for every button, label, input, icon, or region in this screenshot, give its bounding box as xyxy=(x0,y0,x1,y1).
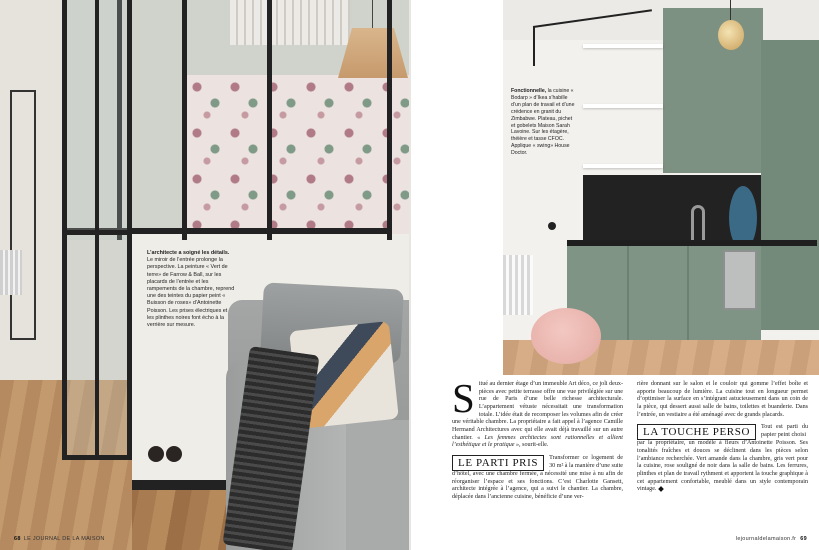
magazine-name: LE JOURNAL DE LA MAISON xyxy=(23,536,105,542)
kitchen-wall xyxy=(503,0,819,40)
open-shelf xyxy=(583,44,663,48)
kitchen-tap xyxy=(691,205,705,243)
left-page xyxy=(0,0,409,550)
built-in-oven xyxy=(723,250,757,310)
wall-switch-icon xyxy=(548,222,556,230)
upper-cabinet xyxy=(663,8,763,173)
right-page xyxy=(411,0,819,550)
caption-body: la cuisine « Bodarp » d’Ikea s’habille d’un plan de travail et d’une crédence en granit du Zimbabwe. Plateau, pichet et gobelets Maison Sarah Lavoine. Sur les étagère, théière et tasse CFOC. Applique « swing» House Doctor. xyxy=(511,88,575,157)
continued-paragraph: rière donnant sur le salon et le couloir qui gomme l’effet boîte et apporte beaucoup de lumière. La cuisine tout en longueur permet d’optimiser la surface en s’intégrant astucieusement dans un coin de la pièce, qui dessert aussi salle de bains, toilettes et buanderie. Dans l’entrée, un vestiaire a été aménagé avec de grands placards. xyxy=(637,381,808,418)
end-mark-icon xyxy=(659,486,665,492)
article-column-2 xyxy=(637,381,808,494)
pink-stool xyxy=(531,308,601,364)
photo-caption-left xyxy=(147,250,235,329)
door-rail xyxy=(67,455,127,460)
section-title: LE PARTI PRIS xyxy=(452,455,544,471)
caption-lead: Fonctionnelle, xyxy=(511,88,547,94)
intro-paragraph: Situé au dernier étage d’un immeuble Art déco, ce joli deux-pièces avec petite terrasse offre une vue privilégiée sur une rue de Paris d’une belle richesse architecturale. L’appartement vétuste nécessitait une transformation totale. L’idée était de recomposer les volumes afin de créer une véritable chambre. La propriétaire a fait appel à l’agence Camille Hermand Architectures avec qui elle avait déjà travaillé sur un autre chantier. « Les femmes architectes sont rationnelles et allient l’esthétique et le pratique », sourit-elle. xyxy=(452,375,623,449)
glass-door xyxy=(62,0,132,460)
filament-bulb xyxy=(718,20,744,50)
radiator xyxy=(0,250,22,295)
architect-quote: Les femmes architectes sont rationnelles et allient l’esthétique et le pratique xyxy=(452,434,623,449)
section-lead: Transformer ce logement de 30 m² à la manière d’une suite xyxy=(549,454,624,469)
article-body xyxy=(452,375,808,531)
open-shelf xyxy=(583,164,663,168)
section-lead: Tout est parti du papier peint choisi xyxy=(761,424,808,438)
frame-mullion xyxy=(267,0,272,240)
drop-cap: S xyxy=(452,375,475,421)
photo-caption-right xyxy=(511,88,577,157)
frame-mullion xyxy=(182,0,187,240)
article-column-1 xyxy=(452,375,624,502)
mirror-door xyxy=(10,90,36,340)
folio-left xyxy=(14,536,105,542)
folio-right xyxy=(736,536,807,542)
section-paragraph: par la propriétaire, un modèle à fleurs d’Antoinette Poisson. Ses tonalités fraîches et douces se déclinent dans les pièces selon l’ambiance recherchée. Vert amande dans la chambre, gris vert pour la cuisine, rose souligné de noir dans la salle de bains. Les ferrures, plinthes et plan de travail rythment et apportent la touche graphique à cet appartement confortable, meublé dans un style contemporain vintage. xyxy=(637,440,808,493)
section-parti-pris xyxy=(452,455,623,471)
door-rail xyxy=(67,230,127,235)
bulb-cord xyxy=(730,0,731,22)
page-number: 69 xyxy=(800,536,807,542)
entry-hall xyxy=(0,0,62,380)
page-number: 68 xyxy=(14,536,21,542)
section-paragraph: d’hôtel, avec une chambre fermée, a nécessité une mise à nu afin de réorganiser l’espace et ses fonctions. C’est Charlotte Gansett, architecte intégrée à l’agence, qui a suivi le chantier. La chambre, déplacée dans l’ancienne cuisine, bénéficie d’une ver- xyxy=(452,470,623,500)
swing-lamp-mount xyxy=(533,26,535,66)
caption-body: Le miroir de l’entrée prolonge la perspective. La peinture « Vert de terre» de Farrow & Ball, sur les placards de l’entrée et les rampements de la chambre, reprend une des teintes du papier peint « Buisson de roses» d’Antoinette Poisson. Les prises électriques et les plinthes noires font écho à la verrière sur mesure. xyxy=(147,257,235,329)
caption-lead: L’architecte a soigné les détails. xyxy=(147,250,230,256)
section-title: LA TOUCHE PERSO xyxy=(637,424,756,440)
radiator xyxy=(503,255,533,315)
section-touche-perso xyxy=(637,424,808,440)
website: lejournaldelamaison.fr xyxy=(735,536,797,542)
double-switch-icon xyxy=(148,446,182,468)
tall-cabinet xyxy=(761,40,819,330)
open-shelf xyxy=(583,104,663,108)
kitchen-photo xyxy=(503,0,819,375)
